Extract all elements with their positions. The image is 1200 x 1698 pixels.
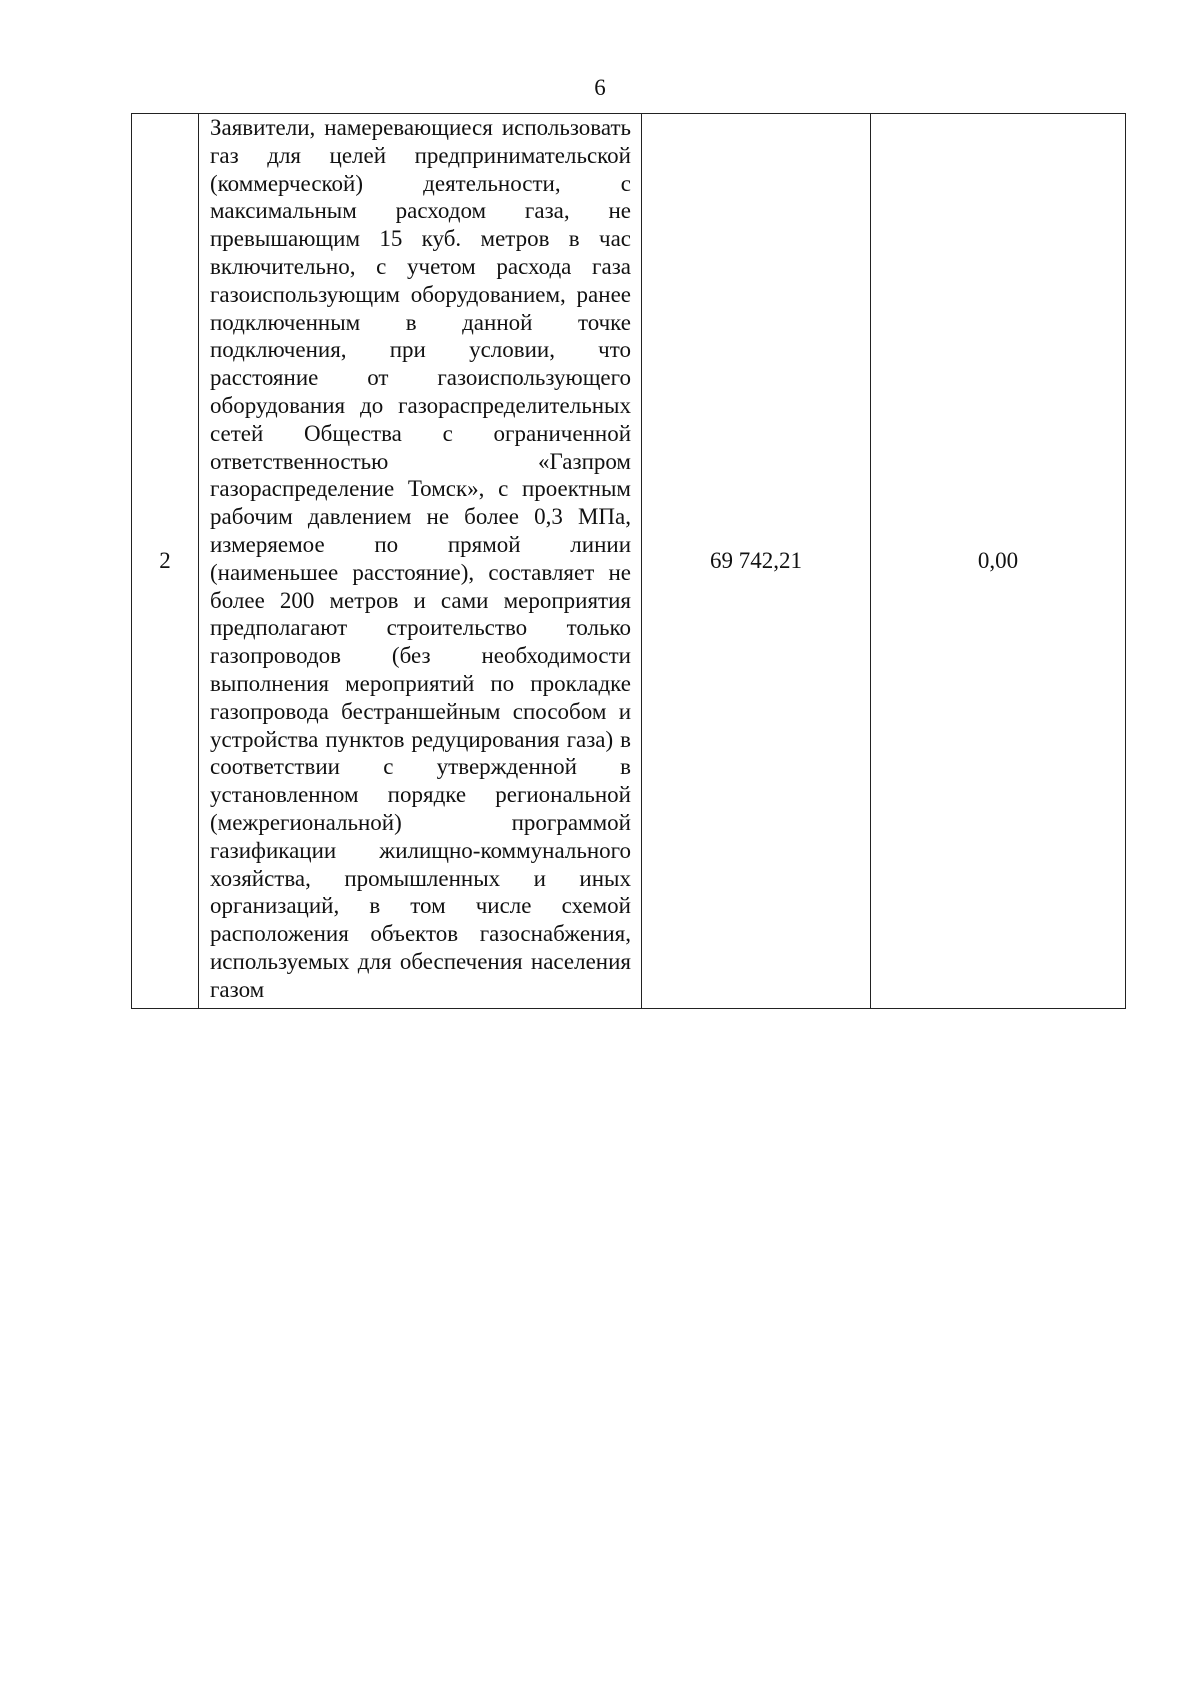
description-cell: [199, 114, 642, 1009]
table-row: [132, 114, 1126, 1009]
value-cell: 69 742,21: [642, 114, 871, 1009]
row-description: Заявители, намеревающиеся использовать газ для целей предпринимательской (коммерческой) деятельности, с максимальным расходом газа, не превышающим 15 куб. метров в час включительно, с учетом расхода газа газоиспользующим оборудованием, ранее подключенным в данной точке подключения, при условии, что расстояние от газоиспользующего оборудования до газораспределительных сетей Общества с ограниченной ответственностью «Газпром газораспределение Томск», с проектным рабочим давлением не более 0,3 МПа, измеряемое по прямой линии (наименьшее расстояние), составляет не более 200 метров и сами мероприятия предполагают строительство только газопроводов (без необходимости выполнения мероприятий по прокладке газопровода бестраншейным способом и устройства пунктов редуцирования газа) в соответствии с утвержденной в установленном порядке региональной (межрегиональной) программой газификации жилищно-коммунального хозяйства, промышленных и иных организаций, в том числе схемой расположения объектов газоснабжения, используемых для обеспечения населения газом: [210, 115, 631, 1002]
row-number-cell: 2: [132, 114, 199, 1009]
page-number: 6: [594, 75, 606, 100]
tariff-table: [131, 113, 1126, 1009]
extra-value-cell: 0,00: [871, 114, 1126, 1009]
